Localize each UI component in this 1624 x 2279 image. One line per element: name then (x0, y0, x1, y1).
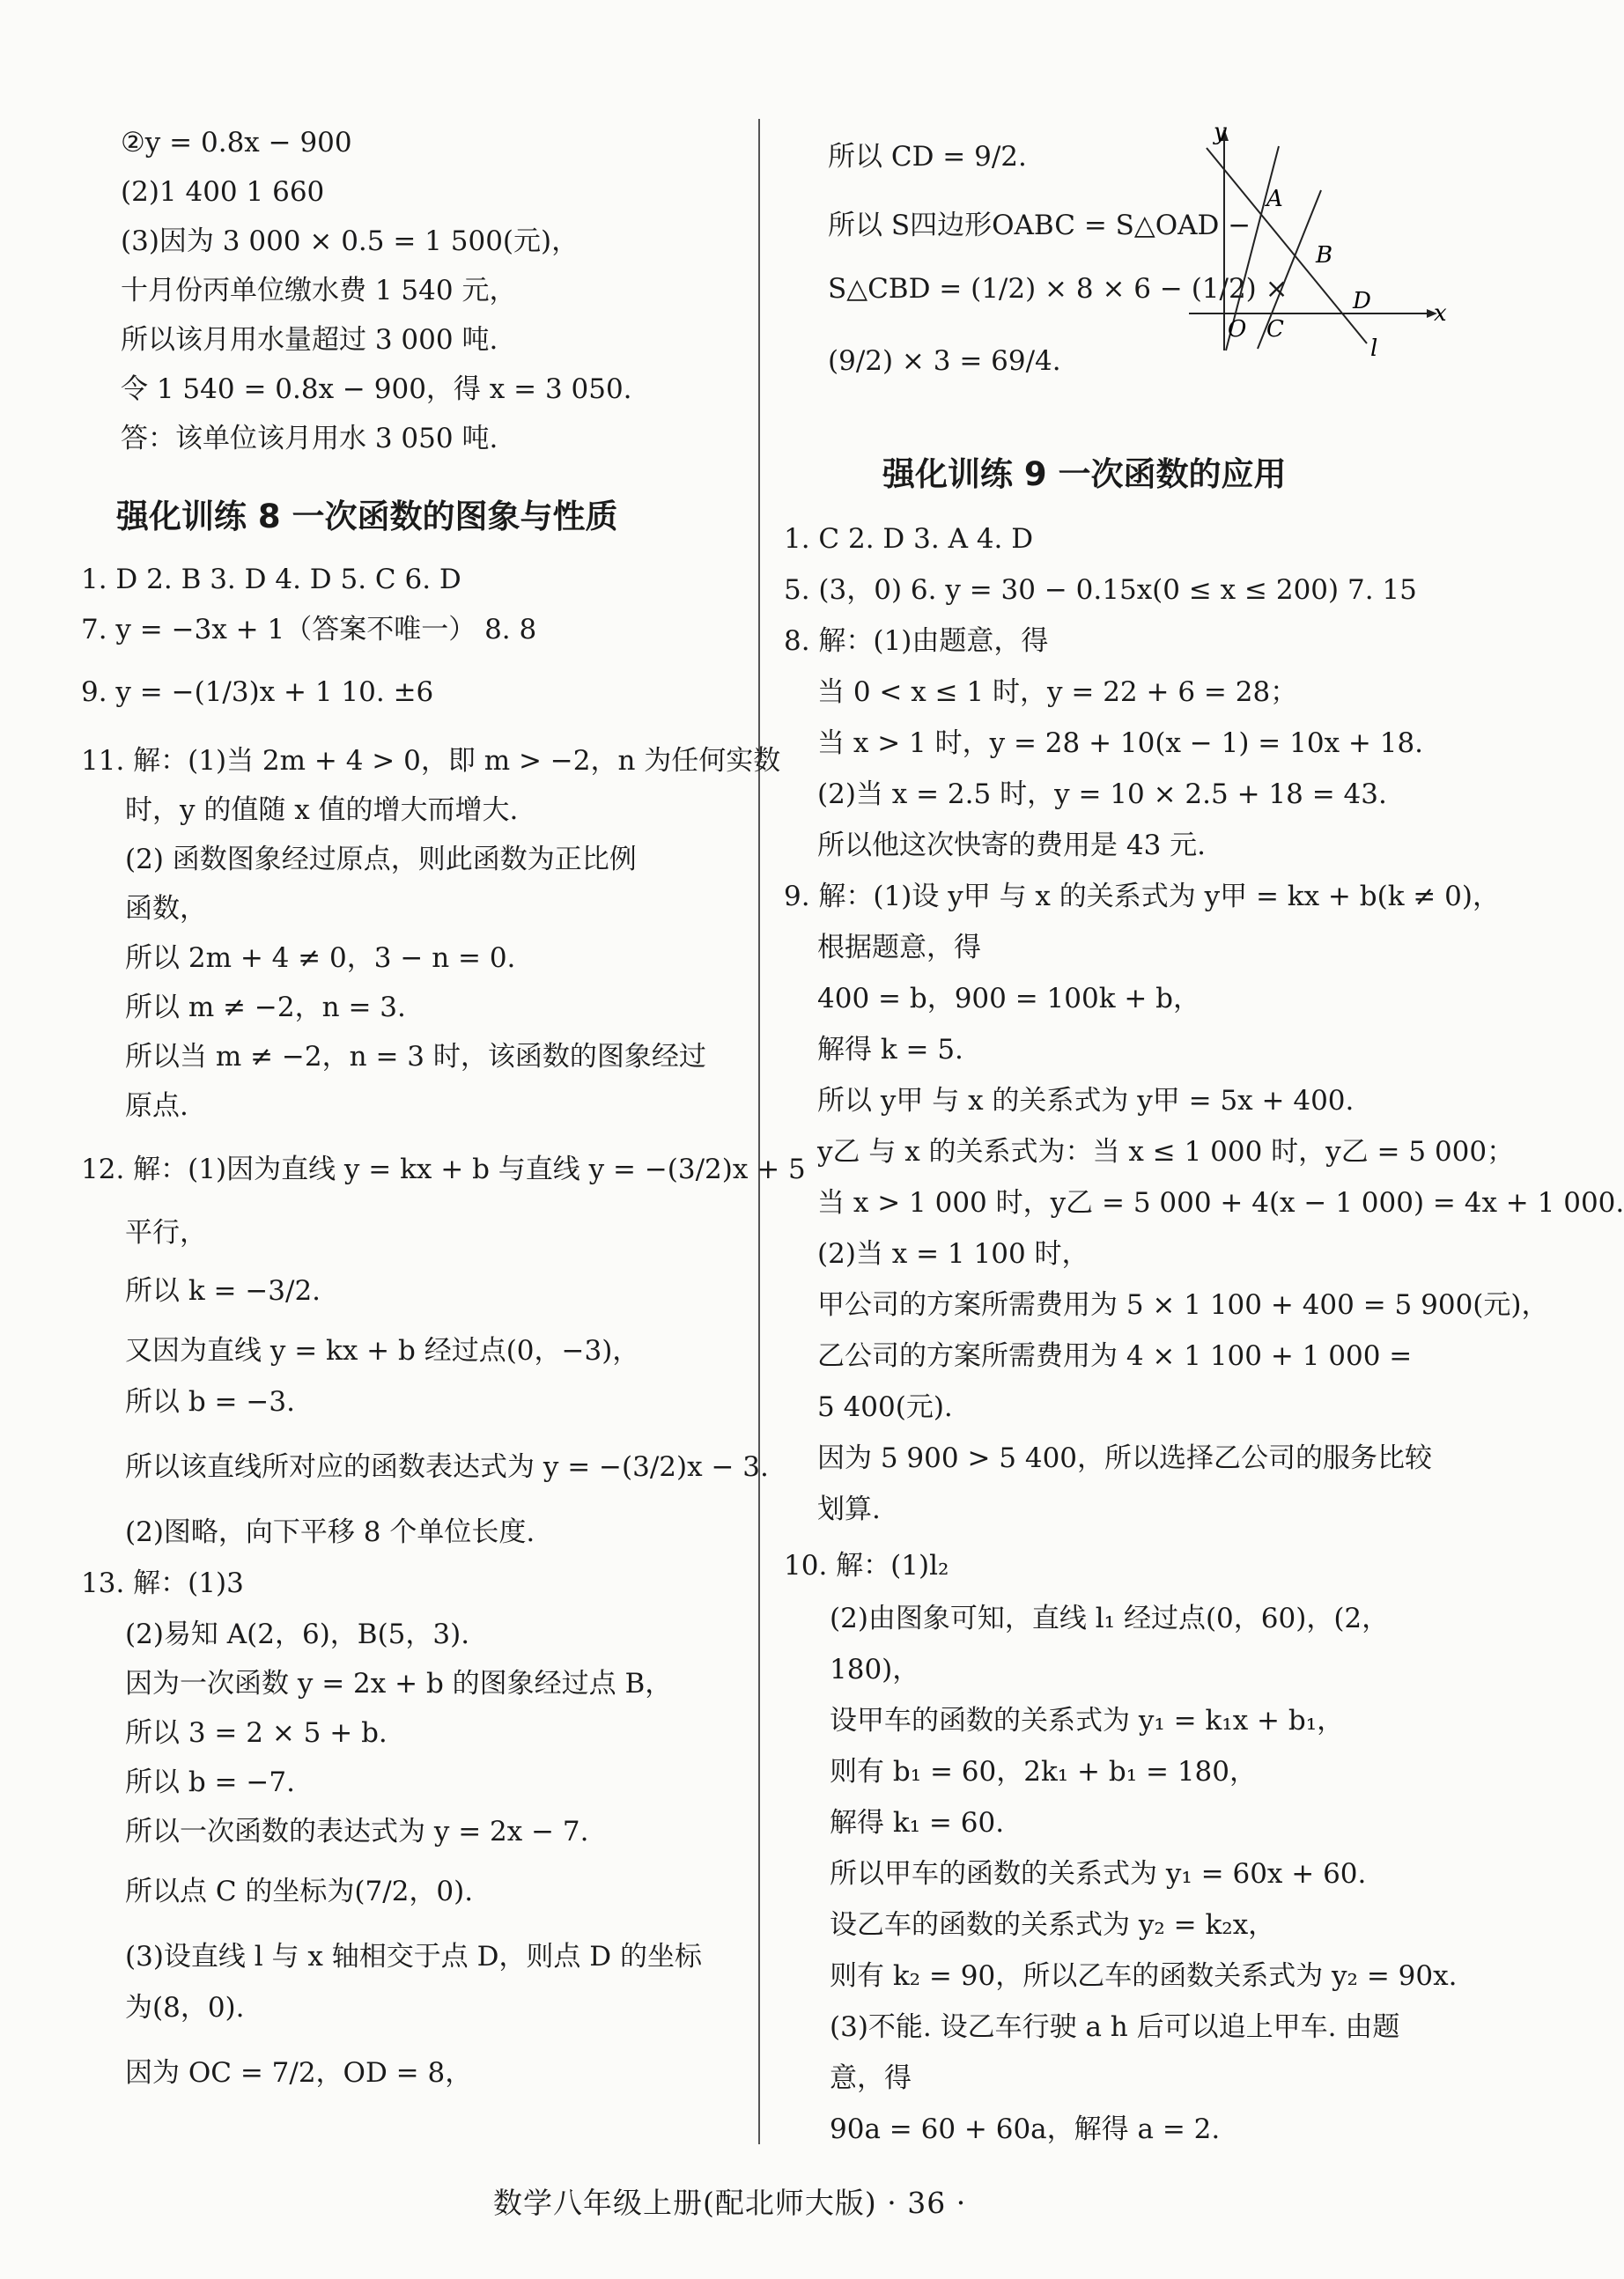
text-line: 设乙车的函数的关系式为 y₂ = k₂x， (830, 1909, 1276, 1941)
text-line: 甲公司的方案所需费用为 5 × 1 100 + 400 = 5 900(元)， (817, 1289, 1549, 1321)
text-line: 所以 2m + 4 ≠ 0，3 − n = 0. (125, 942, 516, 974)
text-line: 所以 S四边形OABC = S△OAD − (828, 210, 1251, 241)
text-line: 13. 解：(1)3 (81, 1567, 244, 1599)
text-line: 解得 k₁ = 60. (830, 1807, 1005, 1839)
text-line: 因为 OC = 7/2，OD = 8， (125, 2057, 473, 2089)
text-line: (2)当 x = 1 100 时， (817, 1238, 1089, 1270)
text-line: (9/2) × 3 = 69/4. (828, 345, 1061, 377)
text-line: 所以 b = −7. (125, 1766, 295, 1798)
text-line: 11. 解：(1)当 2m + 4 > 0，即 m > −2，n 为任何实数 (81, 745, 781, 777)
text-line: 所以一次函数的表达式为 y = 2x − 7. (125, 1816, 589, 1848)
text-line: 所以点 C 的坐标为(7/2，0). (125, 1876, 474, 1907)
text-line: 平行， (125, 1217, 207, 1249)
text-line: 划算. (817, 1494, 881, 1525)
label-b: B (1316, 242, 1333, 269)
text-line: 答：该单位该月用水 3 050 吨. (121, 423, 498, 454)
text-line: (2)由图象可知，直线 l₁ 经过点(0，60)，(2， (830, 1603, 1390, 1634)
text-line: 9. y = −(1/3)x + 1 10. ±6 (81, 676, 434, 708)
text-line: 所以 b = −3. (125, 1386, 295, 1418)
text-line: 所以 3 = 2 × 5 + b. (125, 1717, 388, 1749)
column-divider (758, 119, 760, 2144)
text-line: 因为一次函数 y = 2x + b 的图象经过点 B， (125, 1668, 673, 1700)
text-line: 乙公司的方案所需费用为 4 × 1 100 + 1 000 = (817, 1340, 1413, 1372)
text-line: (3)设直线 l 与 x 轴相交于点 D，则点 D 的坐标 (125, 1941, 702, 1973)
text-line: 7. y = −3x + 1（答案不唯一） 8. 8 (81, 614, 537, 645)
text-line: 所以他这次快寄的费用是 43 元. (817, 830, 1207, 861)
text-line: (2)1 400 1 660 (121, 176, 325, 208)
text-line: 所以当 m ≠ −2，n = 3 时，该函数的图象经过 (125, 1041, 706, 1073)
label-o: O (1228, 316, 1247, 343)
text-line: 所以 m ≠ −2，n = 3. (125, 992, 406, 1023)
label-c: C (1266, 316, 1284, 343)
text-line: 意，得 (830, 2062, 912, 2094)
section-heading-8: 强化训练 8 一次函数的图象与性质 (116, 498, 618, 535)
text-line: 所以甲车的函数的关系式为 y₁ = 60x + 60. (830, 1858, 1367, 1890)
text-line: 12. 解：(1)因为直线 y = kx + b 与直线 y = −(3/2)x + 5 (81, 1154, 806, 1185)
text-line: 函数， (125, 893, 207, 925)
text-line: 8. 解：(1)由题意，得 (784, 625, 1049, 657)
text-line: 90a = 60 + 60a，解得 a = 2. (830, 2113, 1221, 2145)
section-heading-9: 强化训练 9 一次函数的应用 (882, 455, 1287, 493)
text-line: 所以该月用水量超过 3 000 吨. (121, 324, 498, 356)
text-line: 所以 CD = 9/2. (828, 141, 1027, 173)
text-line: 当 x > 1 000 时，y乙 = 5 000 + 4(x − 1 000) = 4x + 1 000. (817, 1187, 1624, 1219)
text-line: y乙 与 x 的关系式为：当 x ≤ 1 000 时，y乙 = 5 000； (817, 1136, 1515, 1168)
label-y: y (1214, 119, 1227, 145)
text-line: 则有 k₂ = 90，所以乙车的函数关系式为 y₂ = 90x. (830, 1960, 1458, 1992)
text-line: 所以 y甲 与 x 的关系式为 y甲 = 5x + 400. (817, 1085, 1355, 1117)
text-line: 十月份丙单位缴水费 1 540 元， (121, 275, 517, 306)
text-line: 为(8，0). (125, 1992, 245, 2024)
text-line: ②y = 0.8x − 900 (121, 127, 352, 159)
label-l: l (1370, 336, 1378, 362)
text-line: (2) 函数图象经过原点，则此函数为正比例 (125, 844, 637, 875)
text-line: 10. 解：(1)l₂ (784, 1550, 949, 1582)
text-line: 1. C 2. D 3. A 4. D (784, 523, 1034, 555)
text-line: 400 = b，900 = 100k + b， (817, 983, 1201, 1014)
text-line: 则有 b₁ = 60，2k₁ + b₁ = 180， (830, 1756, 1257, 1788)
text-line: 时，y 的值随 x 值的增大而增大. (125, 794, 519, 826)
text-line: 又因为直线 y = kx + b 经过点(0，−3)， (125, 1335, 640, 1367)
text-line: 5. (3，0) 6. y = 30 − 0.15x(0 ≤ x ≤ 200) 7. 15 (784, 574, 1417, 606)
text-line: (2)图略，向下平移 8 个单位长度. (125, 1516, 535, 1548)
text-line: 令 1 540 = 0.8x − 900，得 x = 3 050. (121, 373, 632, 405)
text-line: 所以 k = −3/2. (125, 1275, 321, 1307)
text-line: (3)因为 3 000 × 0.5 = 1 500(元)， (121, 225, 579, 257)
text-line: 当 0 < x ≤ 1 时，y = 22 + 6 = 28； (817, 676, 1298, 708)
text-line: 180)， (830, 1654, 920, 1685)
text-line: 5 400(元). (817, 1391, 953, 1423)
label-a: A (1266, 186, 1283, 212)
coordinate-figure (1171, 113, 1447, 368)
text-line: (2)当 x = 2.5 时，y = 10 × 2.5 + 18 = 43. (817, 778, 1387, 810)
text-line: 1. D 2. B 3. D 4. D 5. C 6. D (81, 564, 461, 595)
text-line: S△CBD = (1/2) × 8 × 6 − (1/2) × (828, 273, 1288, 305)
text-line: 根据题意，得 (817, 932, 981, 963)
text-line: 原点. (125, 1090, 188, 1122)
text-line: 解得 k = 5. (817, 1034, 963, 1066)
text-line: (3)不能. 设乙车行驶 a h 后可以追上甲车. 由题 (830, 2011, 1400, 2043)
label-d: D (1353, 288, 1371, 314)
text-line: (2)易知 A(2，6)，B(5，3). (125, 1619, 470, 1650)
text-line: 因为 5 900 > 5 400，所以选择乙公司的服务比较 (817, 1442, 1433, 1474)
text-line: 所以该直线所对应的函数表达式为 y = −(3/2)x − 3. (125, 1451, 769, 1483)
page-footer: 数学八年级上册(配北师大版) · 36 · (493, 2186, 967, 2220)
text-line: 设甲车的函数的关系式为 y₁ = k₁x + b₁， (830, 1705, 1345, 1737)
text-line: 9. 解：(1)设 y甲 与 x 的关系式为 y甲 = kx + b(k ≠ 0)， (784, 881, 1500, 912)
label-x: x (1434, 300, 1447, 327)
text-line: 当 x > 1 时，y = 28 + 10(x − 1) = 10x + 18. (817, 727, 1424, 759)
